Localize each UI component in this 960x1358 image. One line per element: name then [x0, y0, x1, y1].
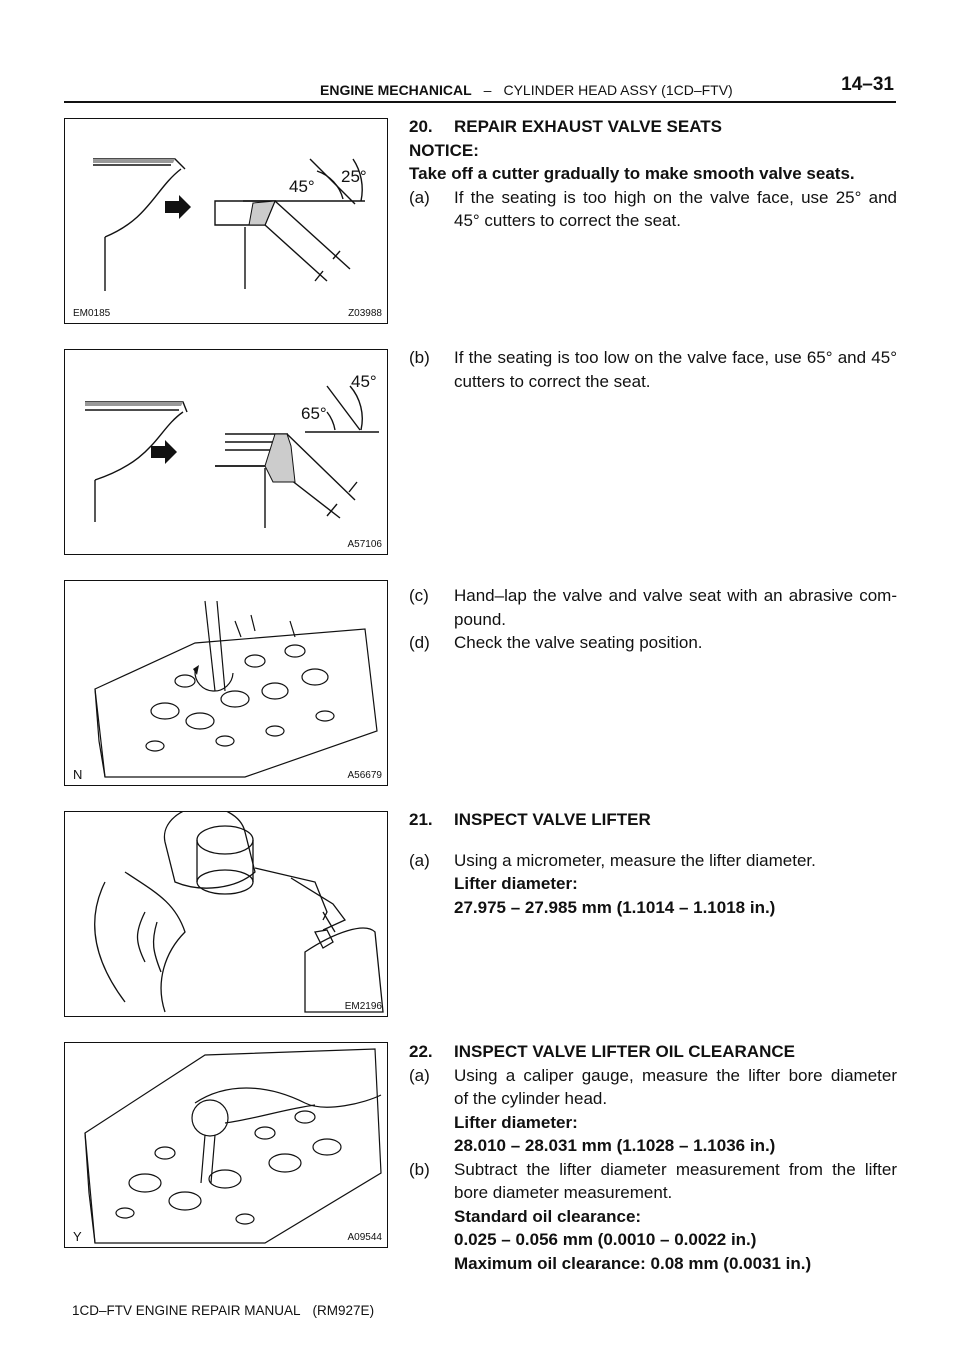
angle-label-65: 65° — [301, 404, 327, 423]
figure-code: A57106 — [347, 539, 382, 550]
page-footer — [72, 1303, 374, 1318]
step-20b-block — [409, 346, 897, 393]
footer-code: (RM927E) — [312, 1303, 375, 1318]
substep-text: If the seating is too low on the valve face, use 65° and 45° — [454, 348, 897, 367]
substep-label: (a) — [409, 850, 430, 870]
substep-text-cont: bore diameter measurement. — [454, 1183, 673, 1202]
substep-d — [409, 631, 897, 655]
figure-caliper-gauge — [64, 1042, 388, 1248]
standard-clearance-value: 0.025 – 0.056 mm (0.0010 – 0.0022 in.) — [454, 1230, 757, 1249]
notice-text: Take off a cutter gradually to make smooth valve seats. — [409, 164, 855, 183]
figure-micrometer — [64, 811, 388, 1017]
step-title: INSPECT VALVE LIFTER — [454, 810, 651, 829]
substep-text-cont: 45° cutters to correct the seat. — [454, 211, 681, 230]
substep-c — [409, 584, 897, 608]
header-separator: – — [483, 82, 492, 98]
micrometer-drawing — [65, 812, 388, 1017]
substep-text: Check the valve seating position. — [454, 633, 703, 652]
notice-label: NOTICE: — [409, 140, 479, 160]
figure-left-code: EM0185 — [73, 308, 111, 319]
angle-label-45: 45° — [351, 372, 377, 391]
figure-code: Z03988 — [348, 308, 382, 319]
substep-label: (a) — [409, 1065, 430, 1085]
page-header — [64, 74, 896, 102]
figure-code: EM2196 — [344, 1001, 382, 1012]
step-title: REPAIR EXHAUST VALVE SEATS — [454, 117, 722, 136]
substep-label: (d) — [409, 633, 430, 652]
spec-value: 28.010 – 28.031 mm (1.1028 – 1.1036 in.) — [454, 1136, 776, 1155]
figure-code: A56679 — [347, 770, 382, 781]
angle-label-25: 25° — [341, 167, 367, 186]
substep-a — [409, 849, 897, 873]
step-title: INSPECT VALVE LIFTER OIL CLEARANCE — [454, 1042, 795, 1061]
figure-valve-seat-low — [64, 349, 388, 555]
figure-corner-letter: N — [73, 767, 83, 782]
maximum-clearance: Maximum oil clearance: 0.08 mm (0.0031 in.) — [454, 1253, 812, 1273]
step-20-block — [409, 115, 897, 233]
substep-text-cont: cutters to correct the seat. — [454, 371, 651, 391]
header-rule — [64, 101, 896, 103]
substep-label: (b) — [409, 348, 430, 367]
step-number: 21. — [409, 810, 433, 829]
step-20cd-block — [409, 584, 897, 655]
substep-a — [409, 186, 897, 210]
valve-seat-high-drawing — [65, 119, 388, 324]
substep-text: Subtract the lifter diameter measurement from the lifter — [454, 1159, 897, 1179]
step-number: 20. — [409, 117, 433, 136]
valve-seat-low-drawing — [65, 350, 388, 555]
spec-label: Lifter diameter: — [454, 874, 578, 893]
figure-corner-letter: Y — [73, 1229, 82, 1244]
substep-text: If the seating is too high on the valve face, use 25° and — [454, 187, 897, 207]
figure-valve-seat-high — [64, 118, 388, 324]
substep-a — [409, 1064, 897, 1088]
substep-text: Using a micrometer, measure the lifter diameter. — [454, 850, 816, 870]
step-20-heading — [409, 115, 897, 139]
substep-b — [409, 346, 897, 370]
substep-label: (c) — [409, 586, 429, 605]
step-21-block — [409, 808, 897, 919]
figure-code: A09544 — [347, 1232, 382, 1243]
substep-text-cont: of the cylinder head. — [454, 1089, 608, 1108]
step-22-heading — [409, 1040, 897, 1064]
step-number: 22. — [409, 1042, 433, 1061]
header-section: ENGINE MECHANICAL — [320, 82, 472, 98]
angle-label-45: 45° — [289, 177, 315, 196]
caliper-gauge-drawing — [65, 1043, 388, 1248]
spec-value: 27.975 – 27.985 mm (1.1014 – 1.1018 in.) — [454, 897, 776, 917]
substep-b — [409, 1158, 897, 1182]
substep-label: (b) — [409, 1159, 430, 1179]
substep-text: Using a caliper gauge, measure the lifter bore diameter — [454, 1065, 897, 1085]
substep-text: Hand–lap the valve and valve seat with an abrasive com- — [454, 586, 897, 605]
spec-label: Lifter diameter: — [454, 1112, 578, 1132]
substep-text-cont: pound. — [454, 609, 506, 629]
header-subsection: CYLINDER HEAD ASSY (1CD–FTV) — [503, 82, 733, 98]
header-title — [320, 82, 733, 98]
standard-clearance-label: Standard oil clearance: — [454, 1206, 642, 1226]
step-22-block — [409, 1040, 897, 1275]
page-number: 14–31 — [841, 74, 894, 95]
step-21-heading — [409, 808, 897, 832]
cylinder-head-lapping-drawing — [65, 581, 388, 786]
figure-hand-lap — [64, 580, 388, 786]
substep-label: (a) — [409, 187, 430, 207]
footer-manual: 1CD–FTV ENGINE REPAIR MANUAL — [72, 1303, 301, 1318]
